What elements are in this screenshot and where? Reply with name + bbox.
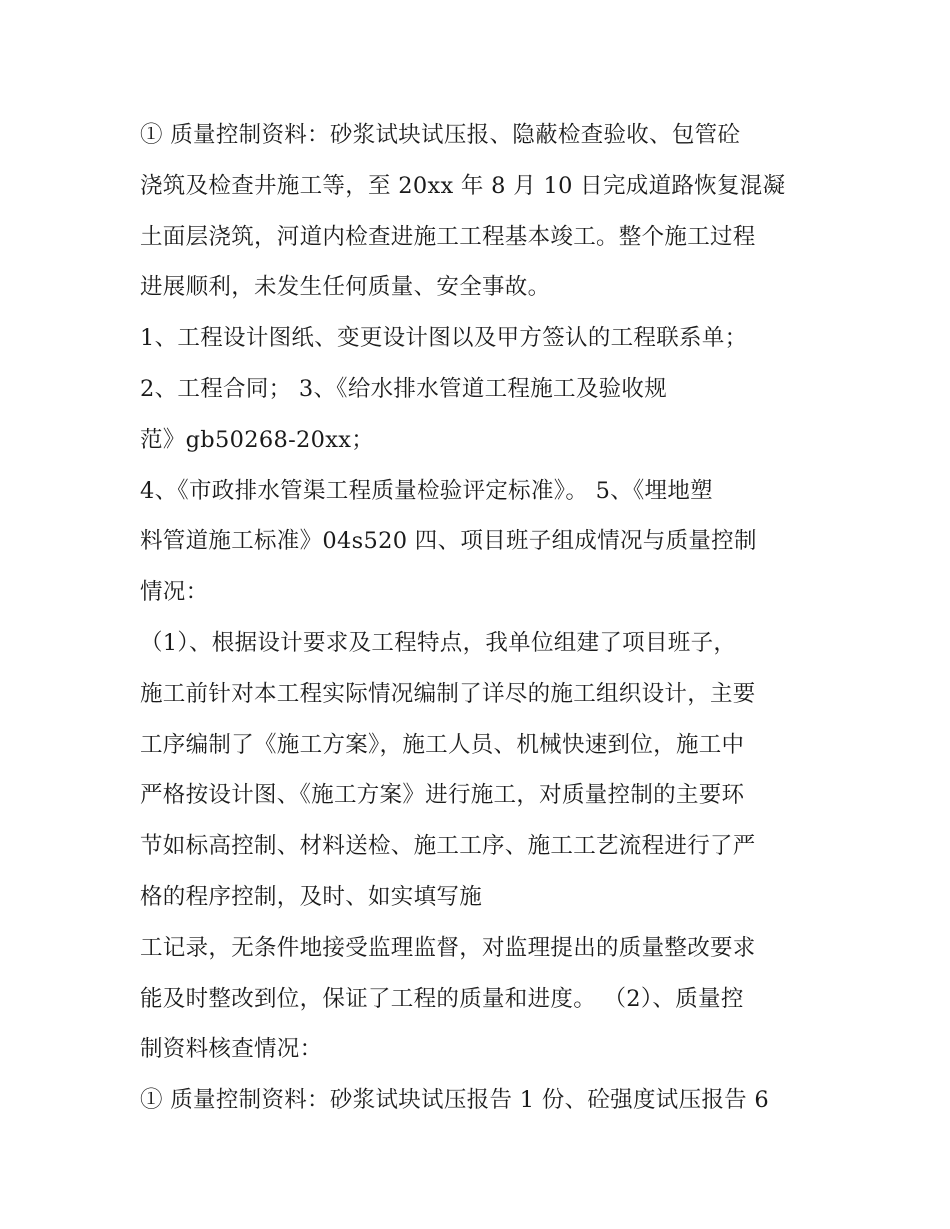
text-line: 严格按设计图、《施工方案》进行施工，对质量控制的主要环 [140, 782, 745, 809]
text-line: 浇筑及检查井施工等，至 20xx 年 8 月 10 日完成道路恢复混凝 [140, 172, 786, 199]
text-line: 土面层浇筑，河道内检查进施工工程基本竣工。整个施工过程 [140, 223, 756, 250]
text-line: ① 质量控制资料：砂浆试块试压报告 1 份、砼强度试压报告 6 [140, 1087, 770, 1114]
text-line: 进展顺利，未发生任何质量、安全事故。 [140, 274, 551, 301]
text-line: 料管道施工标准》04s520 四、项目班子组成情况与质量控制 [140, 528, 757, 555]
text-line: 1、工程设计图纸、变更设计图以及甲方签认的工程联系单； [140, 325, 748, 352]
text-line: 制资料核查情况： [140, 1036, 323, 1063]
text-line: 2、工程合同； 3、《给水排水管道工程施工及验收规 [140, 375, 668, 402]
text-line: 4、《市政排水管渠工程质量检验评定标准》。 5、《埋地塑 [140, 477, 713, 504]
text-line: 施工前针对本工程实际情况编制了详尽的施工组织设计，主要 [140, 680, 756, 707]
text-line: 能及时整改到位，保证了工程的质量和进度。 （2）、质量控 [140, 985, 744, 1012]
text-line: 节如标高控制、材料送检、施工工序、施工工艺流程进行了严 [140, 833, 756, 860]
text-line: 范》gb50268-20xx； [140, 426, 374, 453]
document-body [140, 110, 830, 1126]
text-line: 格的程序控制，及时、如实填写施 [140, 883, 483, 910]
text-line: 工序编制了《施工方案》，施工人员、机械快速到位，施工中 [140, 731, 745, 758]
text-line: 情况： [140, 579, 209, 606]
text-line: 工记录，无条件地接受监理监督，对监理提出的质量整改要求 [140, 934, 756, 961]
text-line: （1）、根据设计要求及工程特点，我单位组建了项目班子， [140, 629, 737, 656]
text-line: ① 质量控制资料：砂浆试块试压报、隐蔽检查验收、包管砼 [140, 122, 741, 148]
